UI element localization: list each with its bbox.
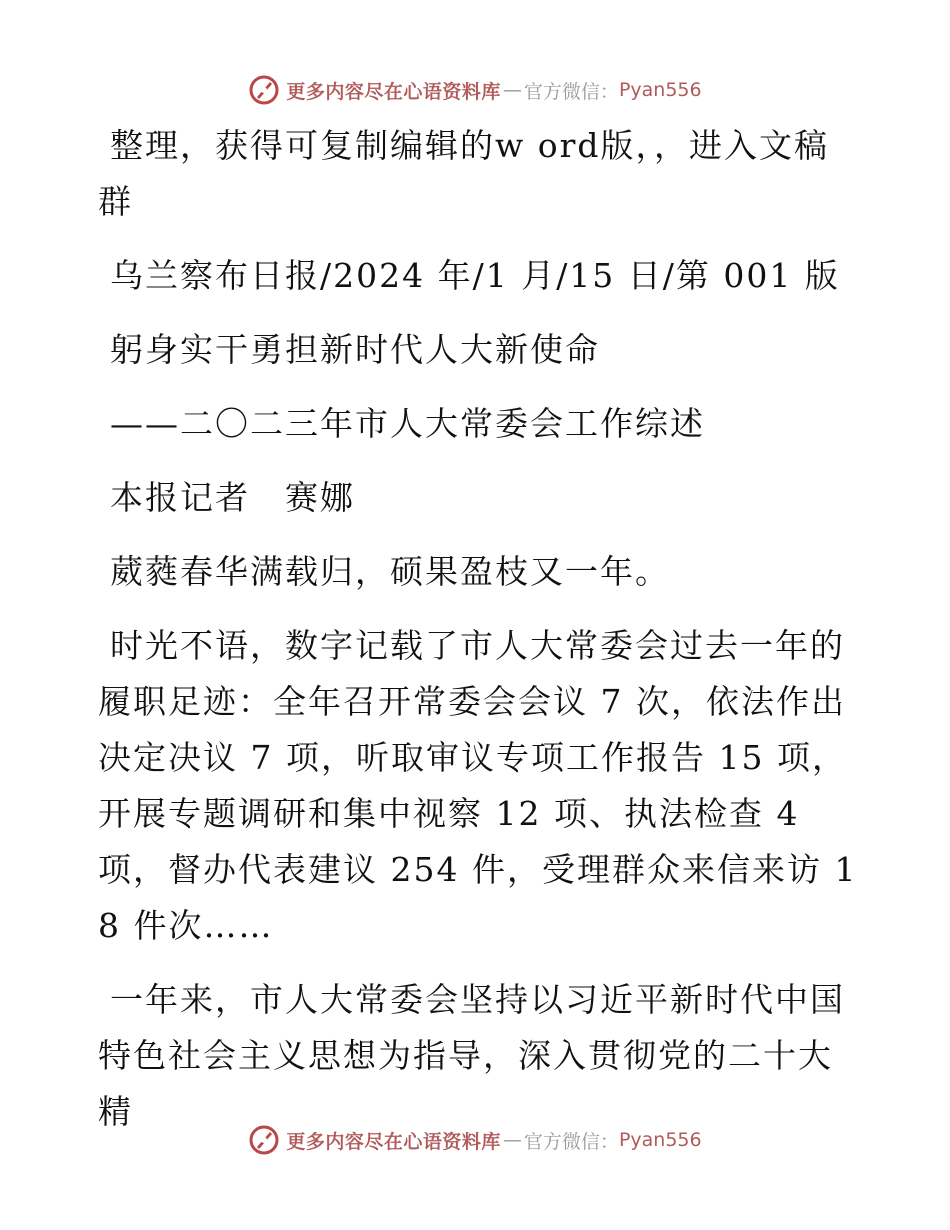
header-watermark xyxy=(0,72,950,108)
watermark-separator: — xyxy=(502,1129,522,1151)
watermark-brand-text: 更多内容尽在心语资料库 xyxy=(286,1130,501,1153)
doc-subtitle: ——二〇二三年市人大常委会工作综述 xyxy=(110,404,705,443)
doc-title: 躬身实干勇担新时代人大新使命 xyxy=(110,330,600,369)
doc-byline: 本报记者 赛娜 xyxy=(110,478,355,517)
doc-paragraph-1: 整理，获得可复制编辑的w ord版，，进入文稿群 xyxy=(98,126,830,221)
quill-logo-icon xyxy=(248,74,280,106)
doc-paragraph-stats: 时光不语，数字记载了市人大常委会过去一年的履职足迹：全年召开常委会会议 7 次，依法作出决定决议 7 项，听取审议专项工作报告 15 项，开展专题调研和集中视察 12 项、执法检查 4项，督办代表建议 254 件，受理群众来信来访 18 件次…… xyxy=(98,626,858,945)
doc-paragraph-lead: 葳蕤春华满载归，硕果盈枝又一年。 xyxy=(110,552,670,591)
watermark-separator: — xyxy=(502,79,522,101)
watermark-wechat-id: Pyan556 xyxy=(618,79,702,101)
footer-watermark xyxy=(0,1122,950,1158)
watermark-official-label: 官方微信： xyxy=(523,80,619,103)
document-body xyxy=(98,118,858,1158)
doc-source-line: 乌兰察布日报/2024 年/1 月/15 日/第 001 版 xyxy=(110,256,840,295)
quill-logo-icon xyxy=(248,1124,280,1156)
doc-paragraph-summary: 一年来，市人大常委会坚持以习近平新时代中国特色社会主义思想为指导，深入贯彻党的二十大精 xyxy=(98,980,845,1131)
watermark-brand-text: 更多内容尽在心语资料库 xyxy=(286,80,501,103)
watermark-wechat-id: Pyan556 xyxy=(618,1129,702,1151)
watermark-official-label: 官方微信： xyxy=(523,1130,619,1153)
